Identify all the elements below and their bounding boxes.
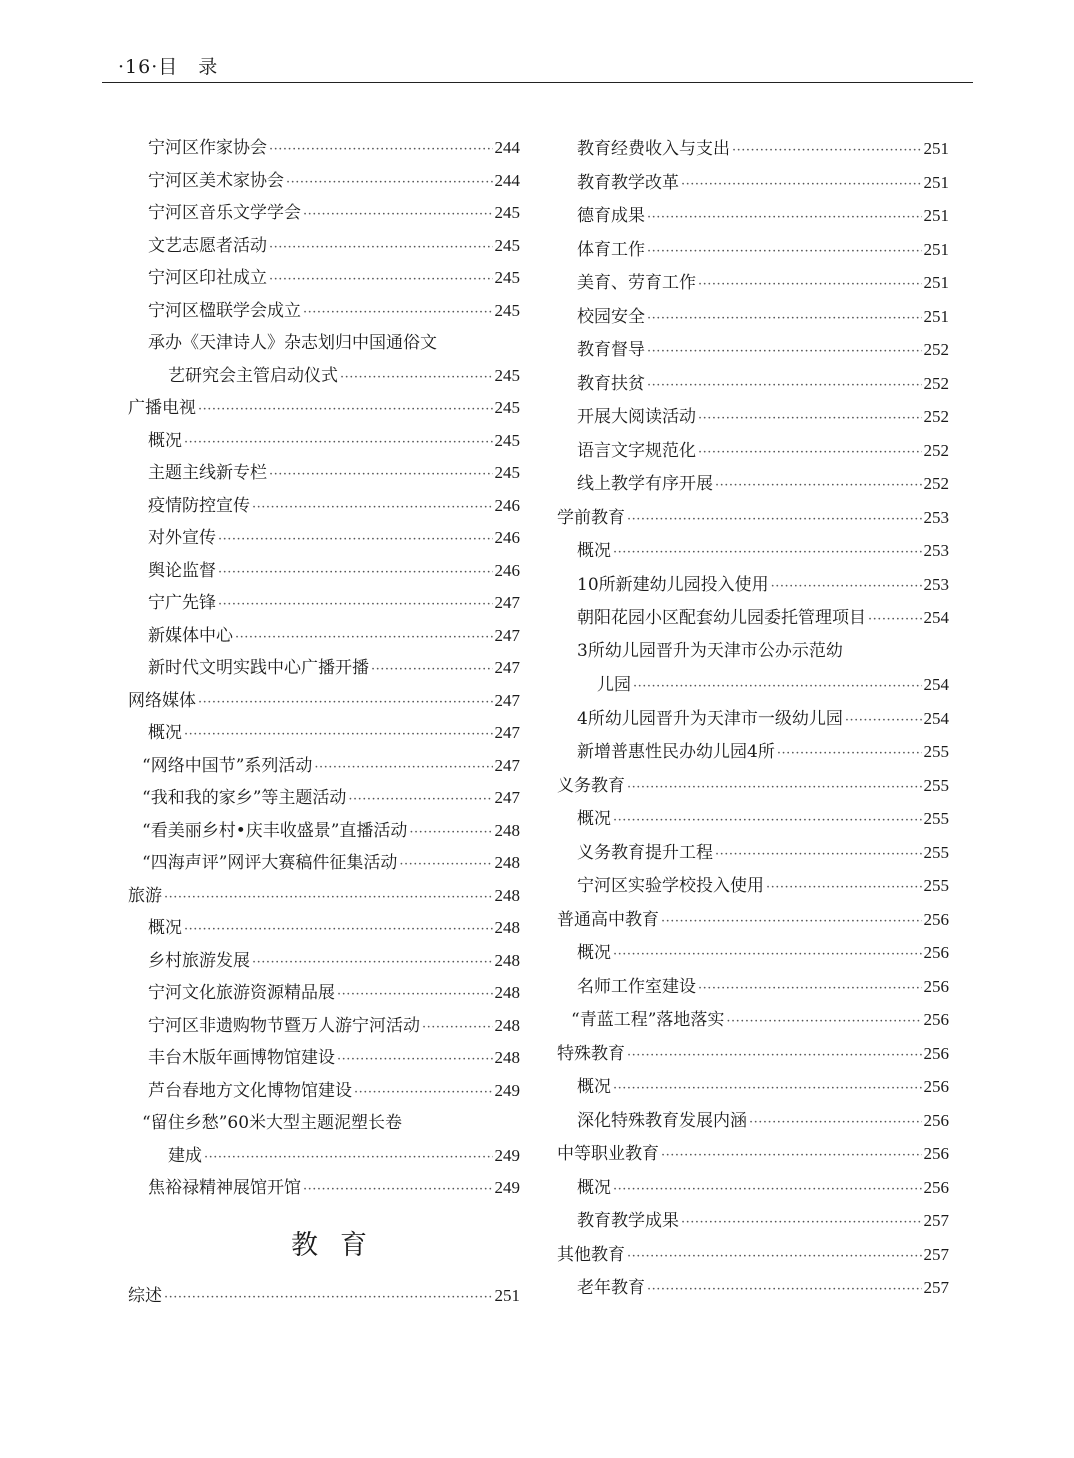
toc-entry-title: 芦台春地方文化博物馆建设: [148, 1080, 352, 1101]
toc-entry: [549, 668, 949, 702]
toc-entry-page: 248: [494, 885, 520, 905]
toc-section-entry: [549, 501, 949, 535]
toc-entry: [549, 936, 949, 970]
dot-leader: [422, 1012, 493, 1045]
toc-entry: [120, 295, 520, 328]
toc-entry-page: 245: [494, 430, 520, 450]
toc-entry-page: 248: [494, 853, 520, 872]
dot-leader: [647, 302, 922, 336]
toc-entry-title: “网络中国节”系列活动: [142, 755, 313, 776]
dot-leader: [204, 1142, 493, 1175]
dot-leader: [661, 1139, 922, 1173]
toc-entry-title: “我和我的家乡”等主题活动: [142, 788, 347, 808]
toc-entry-title: 教育教学成果: [577, 1211, 679, 1231]
toc-left-list: [120, 132, 520, 1205]
toc-entry: [549, 1104, 949, 1138]
toc-entry: [120, 1010, 520, 1043]
toc-entry: [120, 262, 520, 295]
dot-leader: [777, 737, 922, 771]
toc-entry: [549, 635, 949, 669]
toc-entry-title: 深化特殊教育发展内涵: [577, 1110, 747, 1131]
toc-entry: [120, 555, 520, 588]
toc-entry-title: 艺研究会主管启动仪式: [168, 365, 338, 386]
toc-entry-page: 249: [494, 1080, 520, 1100]
toc-entry-title: 新时代文明实践中心广播开播: [148, 658, 369, 678]
dot-leader: [269, 232, 493, 265]
toc-entry-title: 综述: [128, 1285, 162, 1306]
dot-leader: [647, 1273, 922, 1307]
toc-entry: [549, 300, 949, 334]
dot-leader: [661, 905, 922, 939]
toc-entry-page: 248: [494, 950, 520, 970]
dot-leader: [681, 1206, 922, 1240]
dot-leader: [698, 972, 922, 1006]
toc-entry: [549, 434, 949, 468]
dot-leader: [218, 589, 493, 622]
toc-entry-page: 254: [923, 608, 949, 627]
dot-leader: [771, 570, 922, 604]
toc-entry: [549, 467, 949, 501]
toc-entry-page: 254: [923, 675, 949, 694]
toc-entry-title: 概况: [577, 1077, 611, 1097]
toc-entry-page: 256: [923, 1043, 949, 1063]
dot-leader: [184, 719, 493, 752]
toc-entry-title: 线上教学有序开展: [577, 474, 713, 494]
toc-entry-page: 247: [494, 788, 520, 807]
toc-entry: [549, 400, 949, 434]
toc-right-column: [549, 132, 949, 1305]
toc-section-entry: [120, 1280, 520, 1313]
toc-entry: [120, 522, 520, 555]
dot-leader: [715, 469, 922, 503]
dot-leader: [613, 938, 922, 972]
toc-entry-page: 256: [923, 909, 949, 929]
dot-leader: [613, 804, 922, 838]
header-rule: [102, 82, 973, 83]
toc-section-entry: [549, 1238, 949, 1272]
toc-entry: [549, 132, 949, 166]
toc-entry-page: 256: [923, 1177, 949, 1197]
toc-section-entry: [549, 903, 949, 937]
toc-entry-title: 开展大阅读活动: [577, 407, 696, 427]
toc-entry: [549, 266, 949, 300]
toc-entry-page: 255: [923, 775, 949, 795]
toc-entry: [549, 1003, 949, 1037]
dot-leader: [698, 436, 922, 470]
toc-entry-title: 普通高中教育: [557, 909, 659, 930]
toc-entry-title: 老年教育: [577, 1278, 645, 1298]
toc-entry-page: 254: [923, 708, 949, 728]
toc-entry: [120, 425, 520, 458]
toc-entry-page: 256: [923, 1144, 949, 1163]
toc-entry-title: 网络媒体: [128, 690, 196, 711]
toc-entry-title: 广播电视: [128, 398, 196, 418]
toc-entry-page: 257: [923, 1244, 949, 1264]
toc-entry-page: 257: [923, 1211, 949, 1230]
dot-leader: [303, 199, 493, 232]
toc-entry: [120, 620, 520, 653]
dot-leader: [252, 947, 493, 980]
toc-entry: [549, 568, 949, 602]
toc-section-entry: [549, 769, 949, 803]
toc-entry: [549, 1070, 949, 1104]
toc-entry-page: 246: [494, 560, 520, 580]
toc-entry-page: 252: [923, 407, 949, 426]
dot-leader: [732, 134, 922, 168]
dot-leader: [845, 704, 922, 738]
dot-leader: [399, 849, 492, 882]
toc-entry: [120, 587, 520, 620]
toc-entry-title: 教育督导: [577, 340, 645, 360]
toc-entry-page: 245: [494, 268, 520, 287]
dot-leader: [681, 168, 922, 202]
toc-entry: [120, 945, 520, 978]
dot-leader: [749, 1106, 922, 1140]
toc-section-entry: [120, 880, 520, 913]
toc-entry: [120, 230, 520, 263]
toc-entry-title: 宁河区音乐文学学会: [148, 203, 301, 223]
toc-entry-title: 丰台木版年画博物馆建设: [148, 1048, 335, 1068]
toc-entry-title: 宁河区楹联学会成立: [148, 300, 301, 321]
toc-entry: [549, 970, 949, 1004]
dot-leader: [868, 603, 922, 637]
toc-entry-page: 257: [923, 1278, 949, 1297]
toc-entry-title: 3所幼儿园晋升为天津市公办示范幼: [577, 640, 843, 661]
toc-entry-page: 256: [923, 1077, 949, 1096]
dot-leader: [698, 268, 922, 302]
toc-entry-title: 名师工作室建设: [577, 976, 696, 997]
toc-entry-page: 244: [494, 138, 520, 157]
toc-entry-title: 旅游: [128, 885, 162, 906]
toc-entry-page: 255: [923, 742, 949, 761]
toc-entry-page: 249: [494, 1178, 520, 1197]
toc-entry-title: 承办《天津诗人》杂志划归中国通俗文: [148, 333, 437, 353]
toc-entry-page: 245: [494, 463, 520, 482]
dot-leader: [726, 1005, 921, 1039]
toc-section-entry: [120, 392, 520, 425]
toc-entry-title: 义务教育: [557, 775, 625, 796]
toc-entry-title: 美育、劳育工作: [577, 273, 696, 293]
toc-entry-title: “看美丽乡村•庆丰收盛景”直播活动: [142, 820, 408, 841]
toc-entry-page: 251: [494, 1285, 520, 1305]
toc-entry-page: 244: [494, 170, 520, 190]
toc-entry-page: 255: [923, 876, 949, 895]
toc-entry: [120, 1172, 520, 1205]
toc-entry: [549, 1204, 949, 1238]
toc-entry-page: 248: [494, 918, 520, 937]
dot-leader: [252, 492, 493, 525]
toc-entry-title: 其他教育: [557, 1244, 625, 1265]
toc-entry: [549, 702, 949, 736]
toc-entry-title: 校园安全: [577, 306, 645, 327]
dot-leader: [337, 979, 493, 1012]
toc-entry: [549, 1171, 949, 1205]
toc-entry-title: 疫情防控宣传: [148, 495, 250, 516]
toc-entry-page: 245: [494, 300, 520, 320]
toc-entry-title: 焦裕禄精神展馆开馆: [148, 1178, 301, 1198]
dot-leader: [218, 557, 493, 590]
toc-entry-page: 247: [494, 755, 520, 775]
toc-entry: [120, 1107, 520, 1140]
toc-entry: [549, 1271, 949, 1305]
dot-leader: [269, 459, 493, 492]
toc-entry-title: 新媒体中心: [148, 625, 233, 646]
toc-entry: [120, 847, 520, 880]
toc-entry-title: 概况: [148, 918, 182, 938]
toc-entry-title: 新增普惠性民办幼儿园4所: [577, 742, 775, 762]
toc-entry-page: 255: [923, 842, 949, 862]
dot-leader: [354, 1077, 493, 1110]
toc-entry-title: 宁河文化旅游资源精品展: [148, 983, 335, 1003]
toc-entry-title: 特殊教育: [557, 1043, 625, 1064]
toc-entry: [120, 912, 520, 945]
dot-leader: [164, 882, 493, 915]
toc-entry: [120, 815, 520, 848]
toc-entry: [549, 869, 949, 903]
dot-leader: [218, 524, 493, 557]
toc-entry-title: 主题主线新专栏: [148, 463, 267, 483]
dot-leader: [184, 427, 493, 460]
toc-entry-title: 德育成果: [577, 206, 645, 226]
toc-entry: [549, 601, 949, 635]
toc-entry-title: 教育扶贫: [577, 373, 645, 394]
dot-leader: [409, 817, 492, 850]
dot-leader: [627, 1240, 922, 1274]
dot-leader: [715, 838, 922, 872]
toc-entry-page: 253: [923, 574, 949, 594]
dot-leader: [314, 752, 492, 785]
toc-entry: [120, 782, 520, 815]
dot-leader: [613, 1173, 922, 1207]
dot-leader: [164, 1282, 493, 1315]
dot-leader: [340, 362, 493, 395]
toc-section-entry: [120, 685, 520, 718]
dot-leader: [698, 402, 922, 436]
toc-entry: [120, 652, 520, 685]
toc-entry-page: 247: [494, 593, 520, 612]
toc-entry-page: 248: [494, 983, 520, 1002]
toc-entry-title: 10所新建幼儿园投入使用: [577, 574, 769, 595]
toc-entry-title: “四海声评”网评大赛稿件征集活动: [142, 853, 398, 873]
dot-leader: [627, 1039, 922, 1073]
dot-leader: [198, 394, 493, 427]
toc-entry: [120, 490, 520, 523]
toc-entry-title: 中等职业教育: [557, 1144, 659, 1164]
toc-entry-page: 252: [923, 340, 949, 359]
toc-entry-title: 宁河区美术家协会: [148, 170, 284, 191]
toc-entry-title: 宁河区作家协会: [148, 138, 267, 158]
dot-leader: [198, 687, 493, 720]
dot-leader: [371, 654, 493, 687]
toc-entry-title: 对外宣传: [148, 528, 216, 548]
toc-entry: [120, 750, 520, 783]
toc-entry: [120, 197, 520, 230]
toc-entry: [549, 333, 949, 367]
toc-section-entry: [549, 1137, 949, 1171]
dot-leader: [647, 201, 922, 235]
toc-entry: [120, 717, 520, 750]
toc-entry-title: 4所幼儿园晋升为天津市一级幼儿园: [577, 708, 843, 729]
toc-entry-title: 舆论监督: [148, 560, 216, 581]
toc-entry-page: 251: [923, 172, 949, 192]
toc-entry-page: 255: [923, 809, 949, 828]
toc-entry: [549, 367, 949, 401]
toc-entry: [120, 165, 520, 198]
toc-entry-page: 245: [494, 235, 520, 255]
toc-entry-page: 245: [494, 203, 520, 222]
toc-entry-title: 学前教育: [557, 507, 625, 528]
toc-entry-page: 251: [923, 306, 949, 326]
toc-entry-title: 朝阳花园小区配套幼儿园委托管理项目: [577, 608, 866, 628]
toc-entry-title: 概况: [577, 809, 611, 829]
toc-entry-page: 256: [923, 1010, 949, 1029]
toc-entry-title: 乡村旅游发展: [148, 950, 250, 971]
dot-leader: [286, 167, 493, 200]
toc-entry-title: 宁河区印社成立: [148, 268, 267, 288]
toc-entry-page: 256: [923, 976, 949, 996]
dot-leader: [337, 1044, 493, 1077]
toc-entry-title: 建成: [168, 1145, 202, 1166]
dot-leader: [269, 134, 493, 167]
dot-leader: [348, 784, 492, 817]
section-heading: 教育: [291, 1229, 389, 1261]
toc-entry-title: 体育工作: [577, 239, 645, 260]
toc-entry-page: 256: [923, 1110, 949, 1130]
toc-entry: [120, 1140, 520, 1173]
toc-entry: [120, 360, 520, 393]
toc-entry-title: 宁河区实验学校投入使用: [577, 876, 764, 896]
toc-left-tail: [120, 1280, 520, 1313]
toc-entry-page: 247: [494, 625, 520, 645]
toc-entry: [120, 977, 520, 1010]
toc-entry-title: 儿园: [597, 675, 631, 695]
toc-entry-title: 概况: [577, 1177, 611, 1198]
toc-entry-title: 文艺志愿者活动: [148, 235, 267, 256]
dot-leader: [633, 670, 922, 704]
toc-entry-page: 253: [923, 507, 949, 527]
toc-entry-page: 245: [494, 365, 520, 385]
dot-leader: [627, 503, 922, 537]
toc-entry-page: 246: [494, 495, 520, 515]
toc-section-entry: [549, 1037, 949, 1071]
toc-entry-page: 251: [923, 239, 949, 259]
toc-entry-title: 概况: [577, 943, 611, 963]
dot-leader: [647, 235, 922, 269]
dot-leader: [613, 1072, 922, 1106]
toc-entry: [549, 534, 949, 568]
toc-entry-title: 概况: [148, 723, 182, 743]
toc-entry-page: 248: [494, 1015, 520, 1035]
toc-entry-page: 253: [923, 541, 949, 560]
toc-entry: [549, 199, 949, 233]
toc-entry-title: 宁广先锋: [148, 593, 216, 613]
toc-entry-title: 概况: [148, 430, 182, 451]
toc-entry: [120, 1042, 520, 1075]
toc-entry: [549, 166, 949, 200]
dot-leader: [627, 771, 922, 805]
toc-entry-page: 251: [923, 139, 949, 158]
page-header: ·16·目 录: [118, 56, 219, 78]
toc-entry-page: 247: [494, 690, 520, 710]
toc-entry-title: 概况: [577, 541, 611, 561]
dot-leader: [269, 264, 493, 297]
toc-entry: [120, 132, 520, 165]
toc-entry-page: 256: [923, 943, 949, 962]
toc-entry: [549, 836, 949, 870]
dot-leader: [303, 1174, 493, 1207]
toc-left-column: [120, 132, 520, 1312]
toc-entry: [549, 233, 949, 267]
toc-entry-title: 语言文字规范化: [577, 440, 696, 461]
toc-entry-page: 248: [494, 1048, 520, 1067]
toc-entry: [549, 802, 949, 836]
toc-right-list: [549, 132, 949, 1305]
dot-leader: [647, 369, 922, 403]
toc-entry-page: 251: [923, 273, 949, 292]
toc-entry-page: 246: [494, 528, 520, 547]
dot-leader: [184, 914, 493, 947]
toc-entry: [120, 457, 520, 490]
toc-entry: [120, 327, 520, 360]
toc-entry-page: 247: [494, 658, 520, 677]
dot-leader: [647, 335, 922, 369]
toc-entry-page: 249: [494, 1145, 520, 1165]
toc-entry-title: “青蓝工程”落地落实: [571, 1010, 725, 1030]
toc-entry-page: 252: [923, 474, 949, 493]
toc-entry-page: 252: [923, 440, 949, 460]
dot-leader: [303, 297, 493, 330]
dot-leader: [766, 871, 922, 905]
toc-entry-page: 252: [923, 373, 949, 393]
dot-leader: [613, 536, 922, 570]
toc-entry-title: 教育经费收入与支出: [577, 139, 730, 159]
toc-entry-title: 教育教学改革: [577, 172, 679, 193]
toc-entry-page: 247: [494, 723, 520, 742]
toc-entry-page: 251: [923, 206, 949, 225]
toc-entry-page: 248: [494, 820, 520, 840]
toc-entry-title: 义务教育提升工程: [577, 842, 713, 863]
toc-entry: [549, 735, 949, 769]
dot-leader: [235, 622, 493, 655]
toc-entry-page: 245: [494, 398, 520, 417]
toc-entry-title: “留住乡愁”60米大型主题泥塑长卷: [142, 1113, 403, 1133]
toc-entry-title: 宁河区非遗购物节暨万人游宁河活动: [148, 1015, 420, 1036]
toc-entry: [120, 1075, 520, 1108]
